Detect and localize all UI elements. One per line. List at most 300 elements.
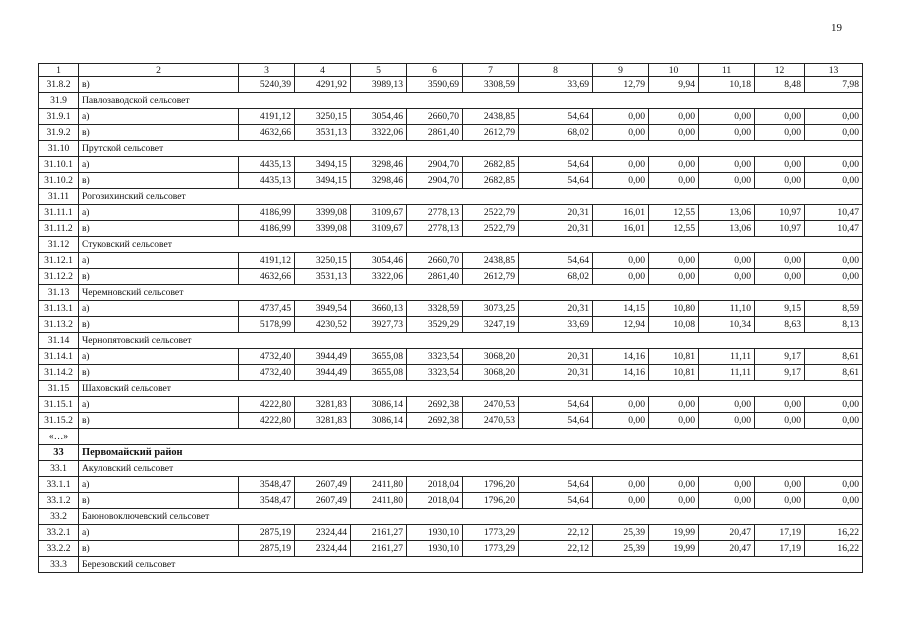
value-cell: 25,39 — [593, 541, 649, 557]
value-cell: 3247,19 — [463, 317, 519, 333]
value-cell: 25,39 — [593, 525, 649, 541]
value-cell: 4222,80 — [239, 413, 295, 429]
value-cell: 0,00 — [805, 173, 863, 189]
value-cell: 4186,99 — [239, 205, 295, 221]
column-header: 3 — [239, 64, 295, 77]
table-row — [39, 157, 863, 173]
value-cell: 8,61 — [805, 365, 863, 381]
value-cell: 2018,04 — [407, 477, 463, 493]
row-code: 31.9 — [39, 93, 79, 109]
value-cell: 0,00 — [755, 397, 805, 413]
value-cell: 20,31 — [519, 365, 593, 381]
value-cell: 0,00 — [755, 173, 805, 189]
council-row — [39, 285, 863, 301]
value-cell: 3068,20 — [463, 349, 519, 365]
value-cell: 3944,49 — [295, 365, 351, 381]
value-cell: 2607,49 — [295, 493, 351, 509]
value-cell: 10,81 — [649, 365, 699, 381]
value-cell: 1796,20 — [463, 493, 519, 509]
value-cell: 4186,99 — [239, 221, 295, 237]
table-row — [39, 493, 863, 509]
value-cell: 22,12 — [519, 525, 593, 541]
value-cell: 0,00 — [805, 493, 863, 509]
column-header: 6 — [407, 64, 463, 77]
value-cell: 0,00 — [699, 253, 755, 269]
value-cell: 2411,80 — [351, 477, 407, 493]
council-row — [39, 93, 863, 109]
row-code: 31.10 — [39, 141, 79, 157]
table-row — [39, 221, 863, 237]
value-cell: 3660,13 — [351, 301, 407, 317]
value-cell: 16,01 — [593, 205, 649, 221]
value-cell: 0,00 — [593, 173, 649, 189]
council-name: Рогозихинский сельсовет — [79, 189, 863, 205]
value-cell: 20,31 — [519, 221, 593, 237]
value-cell: 0,00 — [593, 493, 649, 509]
page-number: 19 — [831, 22, 842, 34]
council-row — [39, 557, 863, 573]
value-cell: 0,00 — [755, 253, 805, 269]
value-cell: 20,47 — [699, 525, 755, 541]
council-name: Акуловский сельсовет — [79, 461, 863, 477]
value-cell: 2411,80 — [351, 493, 407, 509]
row-label: а) — [79, 109, 239, 125]
value-cell: 12,55 — [649, 221, 699, 237]
value-cell: 0,00 — [755, 477, 805, 493]
value-cell: 3590,69 — [407, 77, 463, 93]
table-body — [39, 77, 863, 573]
row-label: а) — [79, 301, 239, 317]
council-row — [39, 509, 863, 525]
value-cell: 0,00 — [805, 253, 863, 269]
value-cell: 0,00 — [593, 413, 649, 429]
row-code: 33.2.1 — [39, 525, 79, 541]
value-cell: 0,00 — [699, 173, 755, 189]
value-cell: 33,69 — [519, 77, 593, 93]
value-cell: 0,00 — [649, 477, 699, 493]
value-cell: 1796,20 — [463, 477, 519, 493]
council-name — [79, 429, 863, 445]
table-row — [39, 365, 863, 381]
value-cell: 54,64 — [519, 157, 593, 173]
value-cell: 0,00 — [593, 125, 649, 141]
value-cell: 0,00 — [755, 493, 805, 509]
value-cell: 0,00 — [649, 397, 699, 413]
value-cell: 33,69 — [519, 317, 593, 333]
row-code: 33 — [39, 445, 79, 461]
value-cell: 14,16 — [593, 365, 649, 381]
value-cell: 3548,47 — [239, 477, 295, 493]
value-cell: 3399,08 — [295, 205, 351, 221]
value-cell: 2612,79 — [463, 269, 519, 285]
value-cell: 0,00 — [593, 157, 649, 173]
value-cell: 3281,83 — [295, 397, 351, 413]
tariff-table — [38, 63, 863, 573]
value-cell: 19,99 — [649, 541, 699, 557]
value-cell: 0,00 — [649, 125, 699, 141]
table-row — [39, 349, 863, 365]
value-cell: 0,00 — [649, 173, 699, 189]
value-cell: 0,00 — [593, 253, 649, 269]
row-code: 33.1.2 — [39, 493, 79, 509]
value-cell: 11,11 — [699, 349, 755, 365]
value-cell: 17,19 — [755, 541, 805, 557]
value-cell: 0,00 — [805, 157, 863, 173]
table-row — [39, 173, 863, 189]
council-row — [39, 461, 863, 477]
value-cell: 16,22 — [805, 541, 863, 557]
row-label: в) — [79, 317, 239, 333]
table-row — [39, 397, 863, 413]
value-cell: 2904,70 — [407, 173, 463, 189]
value-cell: 10,08 — [649, 317, 699, 333]
value-cell: 11,11 — [699, 365, 755, 381]
row-code: 33.1.1 — [39, 477, 79, 493]
value-cell: 2161,27 — [351, 525, 407, 541]
value-cell: 54,64 — [519, 109, 593, 125]
row-code: 31.13.1 — [39, 301, 79, 317]
value-cell: 0,00 — [755, 269, 805, 285]
value-cell: 7,98 — [805, 77, 863, 93]
value-cell: 16,01 — [593, 221, 649, 237]
value-cell: 20,31 — [519, 349, 593, 365]
value-cell: 0,00 — [699, 269, 755, 285]
row-code: 31.9.2 — [39, 125, 79, 141]
council-name: Баюновоключевский сельсовет — [79, 509, 863, 525]
council-name: Прутской сельсовет — [79, 141, 863, 157]
value-cell: 2861,40 — [407, 125, 463, 141]
row-label: в) — [79, 221, 239, 237]
value-cell: 20,31 — [519, 205, 593, 221]
row-code: 31.13.2 — [39, 317, 79, 333]
value-cell: 2612,79 — [463, 125, 519, 141]
value-cell: 3323,54 — [407, 365, 463, 381]
value-cell: 1773,29 — [463, 541, 519, 557]
value-cell: 4191,12 — [239, 109, 295, 125]
value-cell: 3298,46 — [351, 157, 407, 173]
value-cell: 3281,83 — [295, 413, 351, 429]
value-cell: 0,00 — [699, 157, 755, 173]
value-cell: 0,00 — [699, 477, 755, 493]
value-cell: 2682,85 — [463, 157, 519, 173]
value-cell: 2324,44 — [295, 525, 351, 541]
value-cell: 4732,40 — [239, 365, 295, 381]
value-cell: 8,61 — [805, 349, 863, 365]
value-cell: 8,59 — [805, 301, 863, 317]
row-code: 31.12.2 — [39, 269, 79, 285]
value-cell: 54,64 — [519, 413, 593, 429]
value-cell: 2324,44 — [295, 541, 351, 557]
row-code: 31.14.2 — [39, 365, 79, 381]
value-cell: 2018,04 — [407, 493, 463, 509]
value-cell: 1930,10 — [407, 541, 463, 557]
value-cell: 0,00 — [593, 269, 649, 285]
council-name: Стуковский сельсовет — [79, 237, 863, 253]
value-cell: 0,00 — [805, 125, 863, 141]
value-cell: 3109,67 — [351, 205, 407, 221]
row-label: в) — [79, 77, 239, 93]
value-cell: 4632,66 — [239, 125, 295, 141]
value-cell: 3944,49 — [295, 349, 351, 365]
value-cell: 68,02 — [519, 269, 593, 285]
value-cell: 2875,19 — [239, 525, 295, 541]
value-cell: 5178,99 — [239, 317, 295, 333]
row-label: в) — [79, 365, 239, 381]
value-cell: 3068,20 — [463, 365, 519, 381]
value-cell: 19,99 — [649, 525, 699, 541]
row-code: 31.15 — [39, 381, 79, 397]
value-cell: 12,79 — [593, 77, 649, 93]
row-label: в) — [79, 493, 239, 509]
value-cell: 5240,39 — [239, 77, 295, 93]
value-cell: 9,17 — [755, 365, 805, 381]
table-row — [39, 109, 863, 125]
row-code: 31.11.1 — [39, 205, 79, 221]
table-row — [39, 317, 863, 333]
row-label: а) — [79, 349, 239, 365]
column-header: 2 — [79, 64, 239, 77]
value-cell: 12,94 — [593, 317, 649, 333]
value-cell: 0,00 — [755, 157, 805, 173]
row-code: 31.12.1 — [39, 253, 79, 269]
row-code: 33.1 — [39, 461, 79, 477]
value-cell: 8,48 — [755, 77, 805, 93]
value-cell: 10,47 — [805, 221, 863, 237]
council-name: Павлозаводской сельсовет — [79, 93, 863, 109]
value-cell: 3655,08 — [351, 349, 407, 365]
row-code: 31.15.2 — [39, 413, 79, 429]
column-header: 5 — [351, 64, 407, 77]
value-cell: 3531,13 — [295, 269, 351, 285]
value-cell: 1930,10 — [407, 525, 463, 541]
ellipsis-row — [39, 429, 863, 445]
value-cell: 0,00 — [805, 413, 863, 429]
value-cell: 14,15 — [593, 301, 649, 317]
row-label: а) — [79, 253, 239, 269]
table-row — [39, 525, 863, 541]
column-header: 1 — [39, 64, 79, 77]
row-code: 31.11 — [39, 189, 79, 205]
value-cell: 0,00 — [699, 413, 755, 429]
value-cell: 3109,67 — [351, 221, 407, 237]
value-cell: 4191,12 — [239, 253, 295, 269]
row-label: а) — [79, 525, 239, 541]
value-cell: 2438,85 — [463, 109, 519, 125]
council-name: Шаховский сельсовет — [79, 381, 863, 397]
value-cell: 0,00 — [699, 493, 755, 509]
value-cell: 22,12 — [519, 541, 593, 557]
value-cell: 3949,54 — [295, 301, 351, 317]
value-cell: 4632,66 — [239, 269, 295, 285]
row-label: в) — [79, 173, 239, 189]
value-cell: 68,02 — [519, 125, 593, 141]
table-row — [39, 269, 863, 285]
council-row — [39, 237, 863, 253]
column-header: 10 — [649, 64, 699, 77]
value-cell: 3298,46 — [351, 173, 407, 189]
row-code: 31.15.1 — [39, 397, 79, 413]
table-row — [39, 205, 863, 221]
value-cell: 12,55 — [649, 205, 699, 221]
value-cell: 2522,79 — [463, 205, 519, 221]
column-header: 11 — [699, 64, 755, 77]
value-cell: 10,18 — [699, 77, 755, 93]
table-row — [39, 301, 863, 317]
row-code: 33.3 — [39, 557, 79, 573]
value-cell: 2692,38 — [407, 413, 463, 429]
value-cell: 0,00 — [755, 413, 805, 429]
value-cell: 54,64 — [519, 397, 593, 413]
header-row — [39, 64, 863, 77]
value-cell: 54,64 — [519, 253, 593, 269]
row-code: 31.11.2 — [39, 221, 79, 237]
row-code: 33.2 — [39, 509, 79, 525]
value-cell: 0,00 — [805, 397, 863, 413]
council-row — [39, 381, 863, 397]
value-cell: 0,00 — [805, 477, 863, 493]
value-cell: 2692,38 — [407, 397, 463, 413]
value-cell: 0,00 — [649, 413, 699, 429]
row-label: а) — [79, 157, 239, 173]
value-cell: 3054,46 — [351, 253, 407, 269]
value-cell: 10,97 — [755, 221, 805, 237]
value-cell: 2778,13 — [407, 221, 463, 237]
value-cell: 10,34 — [699, 317, 755, 333]
value-cell: 3531,13 — [295, 125, 351, 141]
value-cell: 2161,27 — [351, 541, 407, 557]
row-code: 31.14.1 — [39, 349, 79, 365]
row-code: «…» — [39, 429, 79, 445]
value-cell: 8,63 — [755, 317, 805, 333]
value-cell: 4222,80 — [239, 397, 295, 413]
row-label: в) — [79, 413, 239, 429]
value-cell: 14,16 — [593, 349, 649, 365]
table-row — [39, 541, 863, 557]
council-name: Чернопятовский сельсовет — [79, 333, 863, 349]
value-cell: 0,00 — [649, 109, 699, 125]
value-cell: 4435,13 — [239, 173, 295, 189]
value-cell: 3322,06 — [351, 125, 407, 141]
value-cell: 10,47 — [805, 205, 863, 221]
value-cell: 0,00 — [805, 109, 863, 125]
value-cell: 13,06 — [699, 221, 755, 237]
value-cell: 17,19 — [755, 525, 805, 541]
value-cell: 2861,40 — [407, 269, 463, 285]
table-row — [39, 253, 863, 269]
table-row — [39, 125, 863, 141]
value-cell: 2607,49 — [295, 477, 351, 493]
row-label: а) — [79, 477, 239, 493]
value-cell: 0,00 — [593, 109, 649, 125]
column-header: 8 — [519, 64, 593, 77]
council-row — [39, 141, 863, 157]
value-cell: 11,10 — [699, 301, 755, 317]
column-header: 12 — [755, 64, 805, 77]
value-cell: 54,64 — [519, 173, 593, 189]
column-header: 13 — [805, 64, 863, 77]
value-cell: 2904,70 — [407, 157, 463, 173]
value-cell: 3529,29 — [407, 317, 463, 333]
value-cell: 2438,85 — [463, 253, 519, 269]
value-cell: 3399,08 — [295, 221, 351, 237]
council-name: Черемновский сельсовет — [79, 285, 863, 301]
value-cell: 4737,45 — [239, 301, 295, 317]
value-cell: 0,00 — [755, 109, 805, 125]
value-cell: 0,00 — [699, 109, 755, 125]
value-cell: 2660,70 — [407, 109, 463, 125]
council-row — [39, 333, 863, 349]
row-code: 31.12 — [39, 237, 79, 253]
value-cell: 2682,85 — [463, 173, 519, 189]
value-cell: 54,64 — [519, 493, 593, 509]
row-label: в) — [79, 125, 239, 141]
row-code: 31.9.1 — [39, 109, 79, 125]
value-cell: 0,00 — [805, 269, 863, 285]
value-cell: 4732,40 — [239, 349, 295, 365]
value-cell: 10,97 — [755, 205, 805, 221]
value-cell: 54,64 — [519, 477, 593, 493]
value-cell: 3548,47 — [239, 493, 295, 509]
value-cell: 1773,29 — [463, 525, 519, 541]
value-cell: 0,00 — [593, 477, 649, 493]
value-cell: 3086,14 — [351, 397, 407, 413]
value-cell: 2522,79 — [463, 221, 519, 237]
value-cell: 3054,46 — [351, 109, 407, 125]
value-cell: 0,00 — [649, 157, 699, 173]
value-cell: 9,17 — [755, 349, 805, 365]
value-cell: 9,94 — [649, 77, 699, 93]
value-cell: 3927,73 — [351, 317, 407, 333]
value-cell: 3073,25 — [463, 301, 519, 317]
value-cell: 3494,15 — [295, 157, 351, 173]
value-cell: 0,00 — [699, 125, 755, 141]
district-name: Первомайский район — [79, 445, 863, 461]
row-label: в) — [79, 541, 239, 557]
value-cell: 3250,15 — [295, 109, 351, 125]
value-cell: 2778,13 — [407, 205, 463, 221]
row-code: 33.2.2 — [39, 541, 79, 557]
value-cell: 13,06 — [699, 205, 755, 221]
value-cell: 0,00 — [699, 397, 755, 413]
table-row — [39, 477, 863, 493]
value-cell: 3328,59 — [407, 301, 463, 317]
table-row — [39, 77, 863, 93]
value-cell: 20,47 — [699, 541, 755, 557]
value-cell: 3322,06 — [351, 269, 407, 285]
value-cell: 16,22 — [805, 525, 863, 541]
value-cell: 9,15 — [755, 301, 805, 317]
value-cell: 3308,59 — [463, 77, 519, 93]
row-code: 31.14 — [39, 333, 79, 349]
row-code: 31.10.2 — [39, 173, 79, 189]
row-label: в) — [79, 269, 239, 285]
value-cell: 0,00 — [649, 253, 699, 269]
value-cell: 2470,53 — [463, 413, 519, 429]
value-cell: 4435,13 — [239, 157, 295, 173]
value-cell: 8,13 — [805, 317, 863, 333]
table-row — [39, 413, 863, 429]
column-header: 4 — [295, 64, 351, 77]
value-cell: 20,31 — [519, 301, 593, 317]
row-code: 31.10.1 — [39, 157, 79, 173]
value-cell: 0,00 — [755, 125, 805, 141]
value-cell: 0,00 — [593, 397, 649, 413]
district-row — [39, 445, 863, 461]
value-cell: 10,80 — [649, 301, 699, 317]
value-cell: 4230,52 — [295, 317, 351, 333]
column-header: 9 — [593, 64, 649, 77]
value-cell: 3323,54 — [407, 349, 463, 365]
